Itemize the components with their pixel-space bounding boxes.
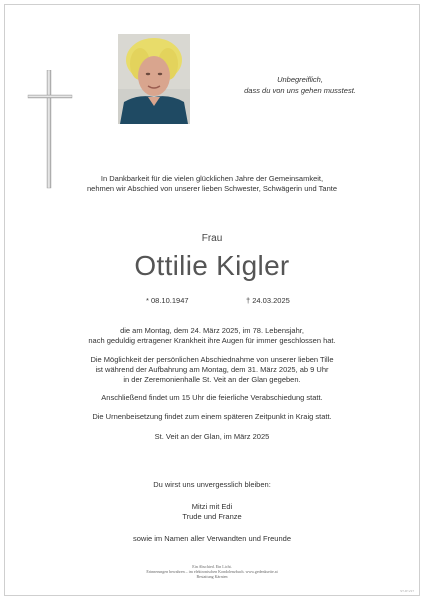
portrait-photo: [118, 34, 190, 124]
death-date: † 24.03.2025: [246, 296, 290, 305]
ceremony-text: Anschließend findet um 15 Uhr die feierliche Verabschiedung statt.: [101, 393, 323, 402]
death-notice-text: [0, 326, 424, 346]
relatives-text: sowie im Namen aller Verwandten und Freunde: [132, 534, 291, 543]
mourners-line-1: Mitzi mit Edi: [191, 502, 233, 511]
farewell-line-1: Die Möglichkeit der persönlichen Abschiednahme von unserer lieben Tille: [90, 355, 334, 364]
mourners: [0, 502, 424, 522]
deceased-name: Ottilie Kigler: [134, 250, 290, 281]
footer-line-1: Ein Abschied. Ein Licht.: [192, 564, 232, 569]
portrait-image: [118, 34, 190, 124]
urn-text: Die Urnenbeisetzung findet zum einem späteren Zeitpunkt in Kraig statt.: [92, 412, 332, 421]
farewell-line-2: ist während der Aufbahrung am Montag, dem 31. März 2025, ab 9 Uhr: [95, 365, 329, 374]
mourners-line-2: Trude und Franze: [182, 512, 242, 521]
footer-line-2: Erinnerungen bewahren – im elektronischen Kondolenzbuch. www.gedenkseite.at: [146, 569, 278, 575]
intro-line-2: nehmen wir Abschied von unserer lieben Schwester, Schwägerin und Tante: [86, 184, 337, 193]
print-code: ST-IP-V27: [400, 589, 414, 593]
quote: [230, 74, 370, 96]
birth-date: * 08.10.1947: [146, 296, 189, 305]
quote-line-1: Unbegreiflich,: [277, 75, 323, 84]
quote-line-2: dass du von uns gehen musstest.: [244, 86, 356, 95]
footer-line-3: Bestattung Kärnten: [196, 574, 228, 580]
death-line-1: die am Montag, dem 24. März 2025, im 78. Lebensjahr,: [120, 326, 304, 335]
intro-line-1: In Dankbarkeit für die vielen glücklichen Jahre der Gemeinsamkeit,: [100, 174, 324, 183]
mourners-intro: Du wirst uns unvergesslich bleiben:: [153, 480, 271, 489]
place-date: St. Veit an der Glan, im März 2025: [154, 432, 270, 441]
intro-text: [0, 174, 424, 194]
death-line-2: nach geduldig ertragener Krankheit ihre Augen für immer geschlossen hat.: [88, 336, 336, 345]
footer: [0, 564, 424, 580]
farewell-text: [0, 355, 424, 385]
cross-icon: [26, 70, 74, 190]
farewell-line-3: in der Zeremonienhalle St. Veit an der Glan gegeben.: [123, 375, 301, 384]
salutation: Frau: [201, 233, 223, 244]
